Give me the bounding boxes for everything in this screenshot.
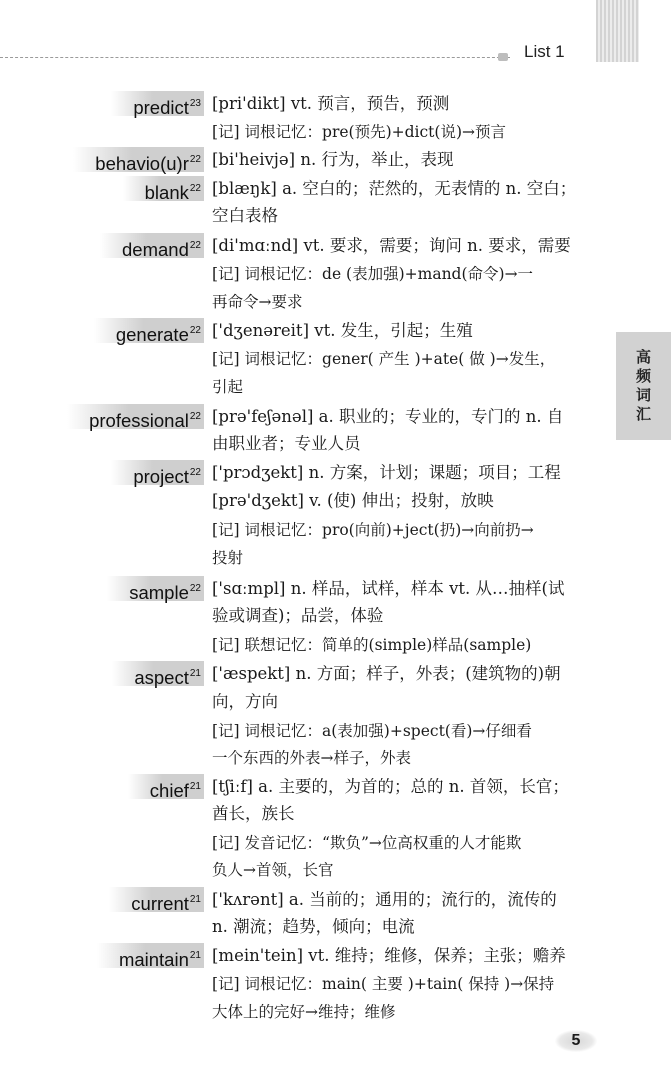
frequency-count: 22 [189, 467, 201, 478]
page-edge-thumb-index [596, 0, 639, 62]
definition-line: [prə'dʒekt] v. (使) 伸出；投射，放映 [212, 491, 494, 510]
frequency-count: 22 [189, 325, 201, 336]
headword-text: behavio(u)r [95, 153, 189, 174]
frequency-count: 21 [189, 781, 201, 792]
memory-line: [记] 发音记忆：“欺负”→位高权重的人才能欺 [212, 834, 522, 852]
headword-text: sample [129, 582, 189, 603]
memory-line: [记] 词根记忆：pro(向前)+ject(扔)→向前扔→ [212, 521, 534, 539]
memory-line: 投射 [212, 549, 244, 567]
headword-demand [100, 233, 204, 258]
headword-blank [123, 176, 204, 201]
header-rule [0, 57, 510, 58]
definition-line: 空白表格 [212, 206, 278, 225]
memory-line: [记] 词根记忆：gener( 产生 )+ate( 做 )→发生， [212, 350, 556, 368]
headword-text: maintain [118, 949, 189, 970]
definition-line: 酋长，族长 [212, 804, 295, 823]
page-number: 5 [555, 1030, 597, 1052]
definition-line: ['kʌrənt] a. 当前的；通用的；流行的，流传的 [212, 890, 557, 909]
side-tab-char: 词 [635, 386, 651, 404]
memory-line: [记] 词根记忆：pre(预先)+dict(说)→预言 [212, 123, 506, 141]
headword-aspect [112, 661, 204, 686]
headword-text: predict [133, 97, 189, 118]
headword-text: professional [89, 410, 189, 431]
definition-line: ['æspekt] n. 方面；样子，外表；(建筑物的)朝 [212, 664, 561, 683]
headword-text: aspect [134, 667, 189, 688]
memory-line: 引起 [212, 378, 244, 396]
page-header-title: List 1 [524, 42, 565, 61]
memory-line: 一个东西的外表→样子，外表 [212, 749, 411, 767]
headword-generate [94, 318, 204, 343]
headword-sample [107, 576, 204, 601]
memory-line: 大体上的完好→维持；维修 [212, 1003, 396, 1021]
frequency-count: 22 [189, 240, 201, 251]
headword-current [109, 887, 204, 912]
headword-text: generate [115, 324, 189, 345]
definition-line: [tʃiːf] a. 主要的，为首的；总的 n. 首领，长官； [212, 777, 569, 796]
definition-line: [prə'feʃənəl] a. 职业的；专业的，专门的 n. 自 [212, 407, 564, 426]
memory-line: [记] 联想记忆：简单的(simple)样品(sample) [212, 636, 532, 654]
memory-line: [记] 词根记忆：de (表加强)+mand(命令)→一 [212, 265, 534, 283]
headword-maintain [97, 943, 204, 968]
definition-line: 向，方向 [212, 692, 278, 711]
definition-line: ['prɔdʒekt] n. 方案，计划；课题；项目；工程 [212, 463, 561, 482]
memory-line: [记] 词根记忆：main( 主要 )+tain( 保持 )→保持 [212, 975, 555, 993]
frequency-count: 22 [189, 183, 201, 194]
headword-professional [67, 404, 204, 429]
frequency-count: 21 [189, 950, 201, 961]
frequency-count: 21 [189, 894, 201, 905]
headword-behaviour [73, 147, 204, 172]
definition-line: ['dʒenəreit] vt. 发生，引起；生殖 [212, 321, 473, 340]
frequency-count: 22 [189, 154, 201, 165]
headword-predict [111, 91, 204, 116]
frequency-count: 22 [189, 583, 201, 594]
headword-text: demand [122, 239, 189, 260]
definition-line: ['sɑːmpl] n. 样品，试样，样本 vt. 从…抽样(试 [212, 579, 565, 598]
definition-line: [mein'tein] vt. 维持；维修，保养；主张；赡养 [212, 946, 566, 965]
headword-chief [128, 774, 204, 799]
side-tab-char: 汇 [635, 405, 651, 423]
frequency-count: 22 [189, 411, 201, 422]
headword-text: current [131, 893, 189, 914]
header-rule-end-mark [498, 53, 508, 61]
definition-line: [blæŋk] a. 空白的；茫然的，无表情的 n. 空白； [212, 179, 577, 198]
definition-line: 由职业者；专业人员 [212, 434, 361, 453]
memory-line: 负人→首领，长官 [212, 861, 334, 879]
definition-line: [di'mɑːnd] vt. 要求，需要；询问 n. 要求，需要 [212, 236, 571, 255]
section-side-tab [616, 332, 671, 440]
frequency-count: 23 [189, 98, 201, 109]
definition-line: [bi'heivjə] n. 行为，举止，表现 [212, 150, 454, 169]
side-tab-char: 高 [635, 348, 651, 366]
side-tab-char: 频 [635, 367, 651, 385]
definition-line: n. 潮流；趋势，倾向；电流 [212, 917, 415, 936]
headword-text: chief [149, 780, 189, 801]
frequency-count: 21 [189, 668, 201, 679]
definition-line: [pri'dikt] vt. 预言，预告，预测 [212, 94, 450, 113]
definition-line: 验或调查)；品尝，体验 [212, 606, 384, 625]
headword-text: project [133, 466, 189, 487]
memory-line: [记] 词根记忆：a(表加强)+spect(看)→仔细看 [212, 722, 532, 740]
headword-text: blank [144, 182, 189, 203]
memory-line: 再命令→要求 [212, 293, 303, 311]
headword-project [111, 460, 204, 485]
